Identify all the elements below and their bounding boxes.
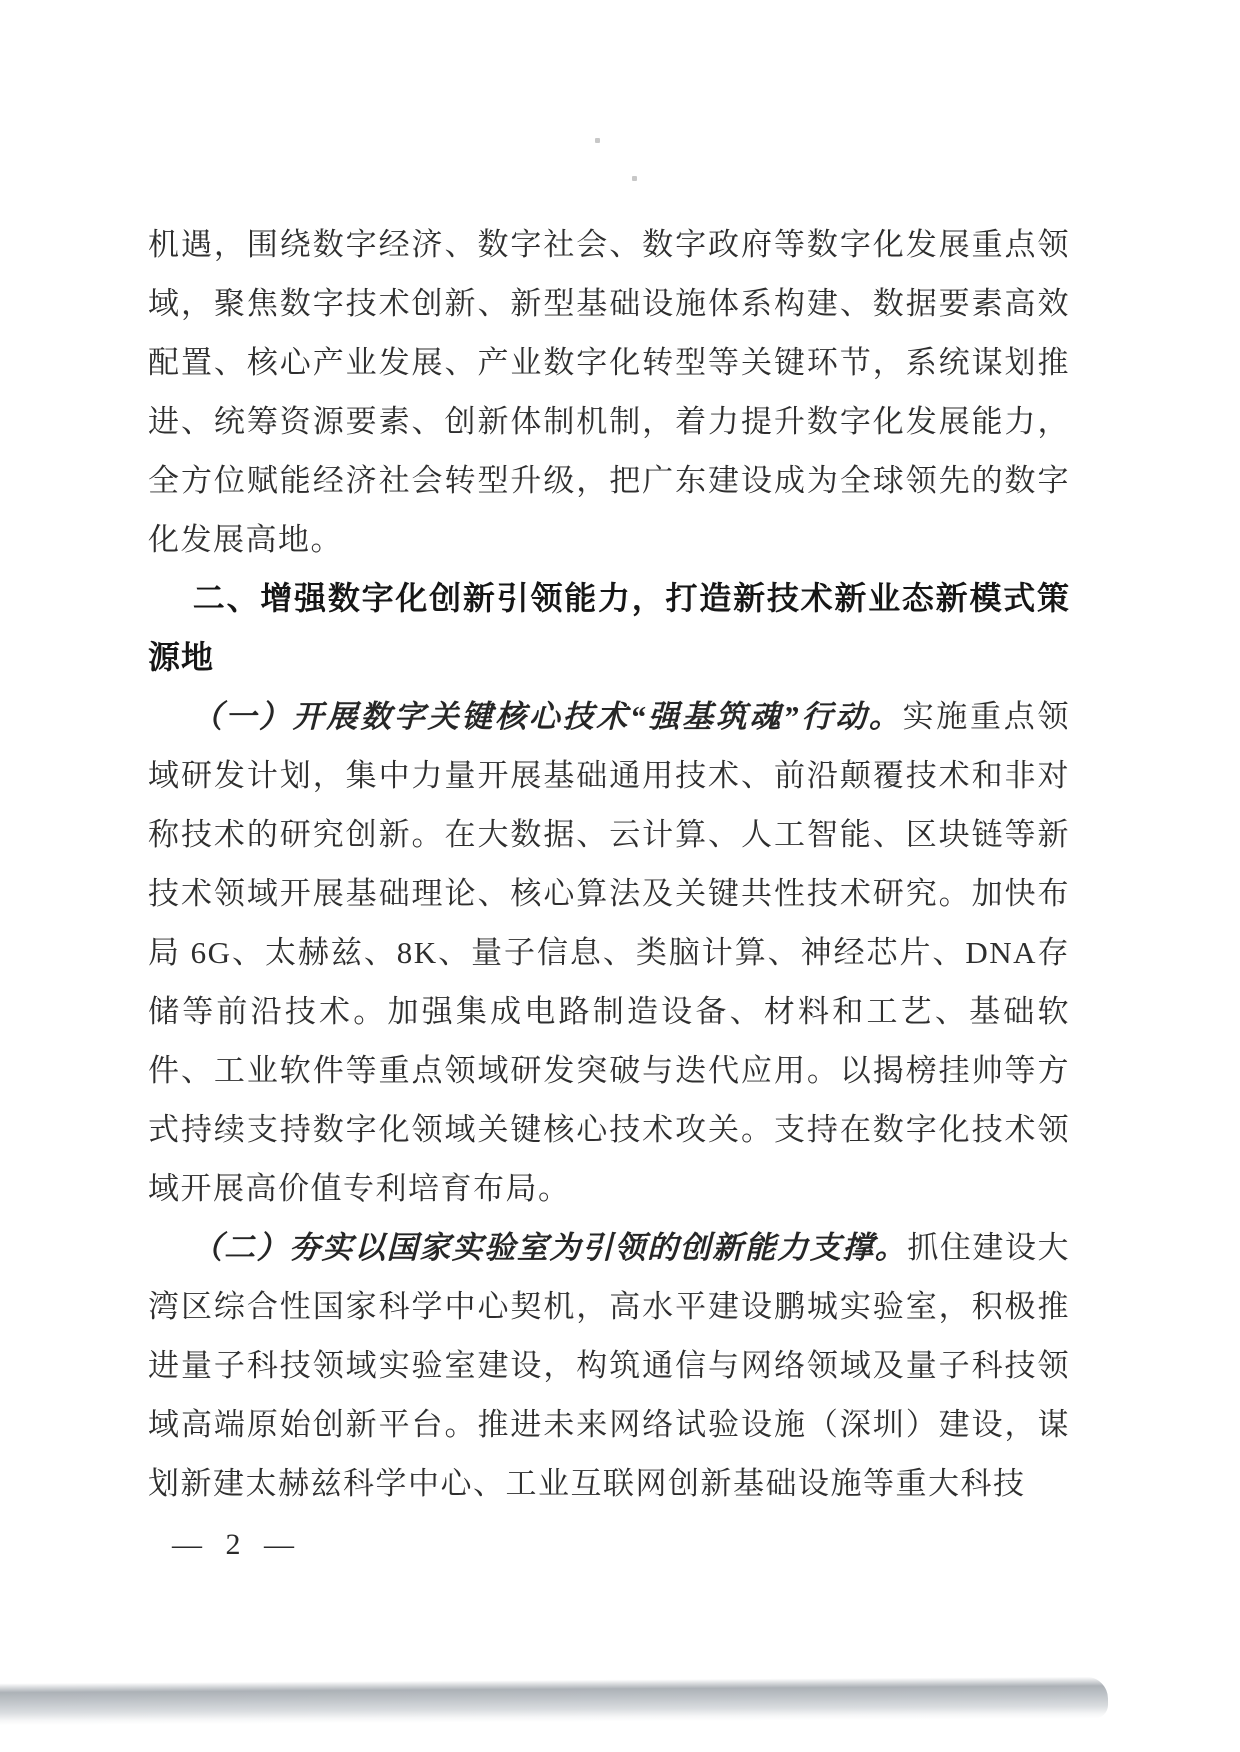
page-number: — 2 — xyxy=(172,1528,302,1561)
paragraph-item-1 xyxy=(148,687,1070,1218)
item-2-body-text: 抓住建设大湾区综合性国家科学中心契机，高水平建设鹏城实验室，积极推进量子科技领域实验室建设，构筑通信与网络领域及量子科技领域高端原始创新平台。推进未来网络试验设施（深圳）建设，谋划新建太赫兹科学中心、工业互联网创新基础设施等重大科技 xyxy=(148,1230,1070,1501)
item-1-body-text: 实施重点领域研发计划，集中力量开展基础通用技术、前沿颠覆技术和非对称技术的研究创新。在大数据、云计算、人工智能、区块链等新技术领域开展基础理论、核心算法及关键共性技术研究。加快布局 6G、太赫兹、8K、量子信息、类脑计算、神经芯片、DNA存储等前沿技术。加强集成电路制造设备、材料和工艺、基础软件、工业软件等重点领域研发突破与迭代应用。以揭榜挂帅等方式持续支持数字化领域关键核心技术攻关。支持在数字化技术领域开展高价值专利培育布局。 xyxy=(148,699,1071,1206)
scan-shadow-artifact xyxy=(0,1677,1108,1726)
item-2-lead-sentence: （二）夯实以国家实验室为引领的创新能力支撑。 xyxy=(191,1230,908,1265)
item-1-lead-sentence: （一）开展数字关键核心技术“强基筑魂”行动。 xyxy=(191,699,903,734)
paragraph-item-2 xyxy=(148,1218,1070,1513)
document-body xyxy=(148,215,1070,1513)
section-heading-2: 二、增强数字化创新引领能力，打造新技术新业态新模式策源地 xyxy=(148,580,1070,675)
paragraph-continuation: 机遇，围绕数字经济、数字社会、数字政府等数字化发展重点领域，聚焦数字技术创新、新型基础设施体系构建、数据要素高效配置、核心产业发展、产业数字化转型等关键环节，系统谋划推进、统筹资源要素、创新体制机制，着力提升数字化发展能力，全方位赋能经济社会转型升级，把广东建设成为全球领先的数字化发展高地。 xyxy=(148,227,1070,557)
scan-speck-artifact xyxy=(632,176,637,181)
scan-speck-artifact xyxy=(595,138,600,143)
